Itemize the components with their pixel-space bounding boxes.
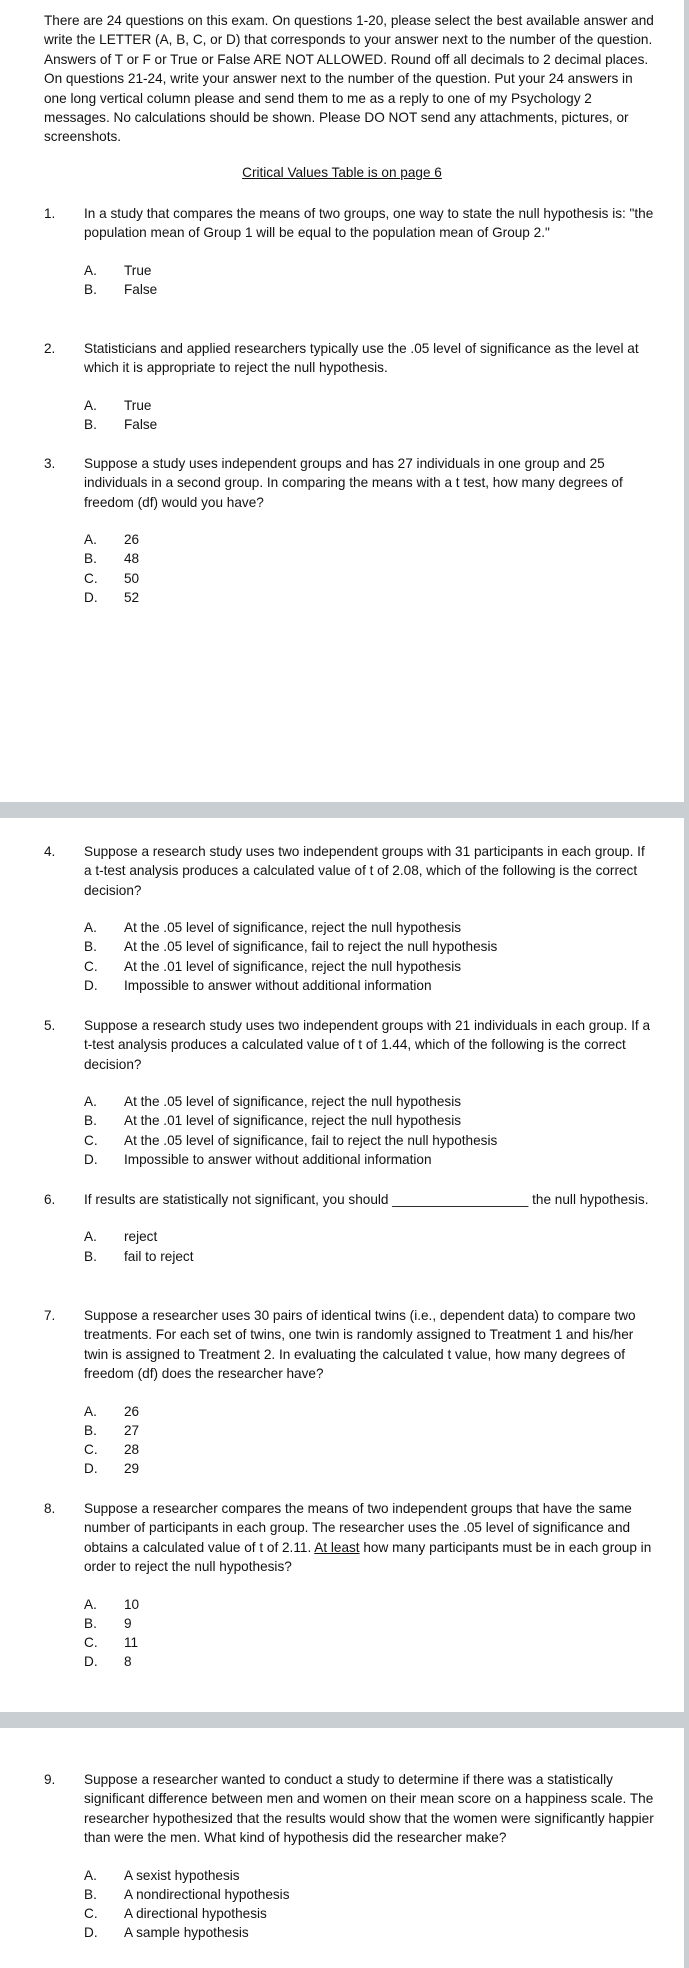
answer-options xyxy=(84,1402,656,1479)
answer-options xyxy=(84,1595,656,1672)
question-5 xyxy=(44,1016,656,1169)
option-letter: A. xyxy=(84,397,97,413)
document-page-2 xyxy=(0,818,684,1712)
question-text-part: how many participants must be in each group in order to reject the null hypothesis? xyxy=(84,1539,652,1575)
answer-option xyxy=(84,569,656,588)
answer-options xyxy=(84,1092,656,1169)
option-text: 28 xyxy=(124,1442,140,1457)
answer-option xyxy=(84,957,656,976)
option-text: 8 xyxy=(124,1654,132,1670)
exam-instructions: There are 24 questions on this exam. On questions 1-20, please select the best available answer and write the LETTER (A, B, C, or D) that corresponds to your answer next to the number of the question. Answers of T or F or True or False ARE NOT ALLOWED. Round off all decimals to 2 decimal places. On questions 21-24, write your answer next to the number of the question. Put your 24 answers in one long vertical column please and send them to me as a reply to one of my Psychology 2 messages. No calculations should be shown. Please DO NOT send any attachments, pictures, or screenshots. xyxy=(44,13,654,145)
option-text: 26 xyxy=(124,532,140,548)
question-text: Suppose a research study uses two independent groups with 21 individuals in each group. If a t-test analysis produces a calculated value of t of 1.44, which of the following is the correct decision? xyxy=(84,1018,651,1072)
option-text: At the .05 level of significance, fail to reject the null hypothesis xyxy=(124,939,498,955)
question-3 xyxy=(44,454,656,607)
answer-option xyxy=(84,1111,656,1130)
question-number: 1. xyxy=(44,206,56,221)
answer-option xyxy=(84,1227,656,1246)
question-number: 6. xyxy=(44,1192,56,1207)
option-text: 9 xyxy=(124,1615,132,1631)
question-number: 8. xyxy=(44,1501,56,1516)
option-text: At the .01 level of significance, reject the null hypothesis xyxy=(124,1113,462,1129)
answer-option xyxy=(84,1885,656,1904)
question-number: 9. xyxy=(44,1772,56,1787)
option-text: A sample hypothesis xyxy=(124,1925,249,1941)
question-number: 4. xyxy=(44,844,56,859)
answer-option xyxy=(84,1440,656,1459)
document-page-1 xyxy=(0,0,684,802)
option-letter: D. xyxy=(84,1151,98,1167)
option-text: 10 xyxy=(124,1596,140,1612)
option-text: 29 xyxy=(124,1461,140,1477)
document-page-3 xyxy=(0,1728,684,1968)
option-letter: C. xyxy=(84,958,98,974)
question-number: 3. xyxy=(44,456,56,471)
question-number: 7. xyxy=(44,1308,56,1323)
option-letter: B. xyxy=(84,1248,97,1264)
question-4 xyxy=(44,842,656,995)
answer-option xyxy=(84,1652,656,1671)
answer-option xyxy=(84,1150,656,1169)
answer-option xyxy=(84,1421,656,1440)
option-letter: D. xyxy=(84,1461,98,1477)
question-9 xyxy=(44,1770,656,1942)
option-text: 26 xyxy=(124,1403,140,1419)
answer-option xyxy=(84,415,656,434)
option-text: At the .05 level of significance, reject the null hypothesis xyxy=(124,1094,462,1110)
answer-option xyxy=(84,280,656,299)
question-text: In a study that compares the means of two groups, one way to state the null hypothesis is: "the population mean of Group 1 will be equal to the population mean of Group 2." xyxy=(84,206,654,241)
option-letter: A. xyxy=(84,532,97,548)
answer-option xyxy=(84,396,656,415)
answer-option xyxy=(84,1923,656,1942)
option-letter: A. xyxy=(84,1094,97,1110)
option-letter: B. xyxy=(84,1113,97,1129)
answer-options xyxy=(84,1227,656,1265)
option-letter: C. xyxy=(84,1442,98,1457)
option-text: A nondirectional hypothesis xyxy=(124,1886,290,1902)
option-text: True xyxy=(124,262,152,278)
question-text: Statisticians and applied researchers typically use the .05 level of significance as the level at which it is appropriate to reject the null hypothesis. xyxy=(84,341,639,376)
option-letter: B. xyxy=(84,282,97,297)
option-letter: B. xyxy=(84,1422,97,1438)
answer-option xyxy=(84,1402,656,1421)
emphasis-underlined: At least xyxy=(314,1539,360,1555)
option-letter: B. xyxy=(84,1615,97,1631)
option-text: 27 xyxy=(124,1422,140,1438)
option-text: fail to reject xyxy=(124,1248,194,1264)
question-text-part: Suppose a researcher compares the means of two independent groups that have the same number of participants in each group. The researcher uses the .05 level of significance and obtains a calculated value of t of 2.11. xyxy=(84,1501,632,1555)
answer-option xyxy=(84,1614,656,1633)
answer-option xyxy=(84,1633,656,1652)
option-letter: A. xyxy=(84,1403,97,1419)
option-letter: D. xyxy=(84,1925,98,1941)
option-letter: B. xyxy=(84,1886,97,1902)
option-letter: A. xyxy=(84,262,97,278)
option-text: 50 xyxy=(124,570,140,586)
option-letter: B. xyxy=(84,417,97,432)
option-text: True xyxy=(124,397,152,413)
answer-option xyxy=(84,1459,656,1478)
question-1 xyxy=(44,204,656,299)
option-letter: B. xyxy=(84,939,97,955)
question-text xyxy=(84,1499,654,1577)
question-6 xyxy=(44,1190,656,1266)
option-letter: A. xyxy=(84,1596,97,1612)
option-text: A directional hypothesis xyxy=(124,1906,267,1921)
answer-option xyxy=(84,530,656,549)
question-text: Suppose a research study uses two independent groups with 31 participants in each group. If a t-test analysis produces a calculated value of t of 2.08, which of the following is the correct decision? xyxy=(84,844,645,898)
option-text: False xyxy=(124,417,158,432)
answer-option xyxy=(84,937,656,956)
answer-options xyxy=(84,530,656,607)
option-text: 48 xyxy=(124,551,140,567)
critical-values-reference: Critical Values Table is on page 6 xyxy=(242,165,442,180)
option-letter: D. xyxy=(84,977,98,993)
question-text: Suppose a researcher uses 30 pairs of identical twins (i.e., dependent data) to compare two treatments. For each set of twins, one twin is randomly assigned to Treatment 1 and his/her twin is assigned to Treatment 2. In evaluating the calculated t value, how many degrees of freedom (df) does the researcher have? xyxy=(84,1308,636,1382)
answer-options xyxy=(84,396,656,434)
answer-option xyxy=(84,261,656,280)
option-text: Impossible to answer without additional information xyxy=(124,1151,432,1167)
question-2 xyxy=(44,339,656,434)
question-text: Suppose a study uses independent groups and has 27 individuals in one group and 25 individuals in a second group. In comparing the means with a t test, how many degrees of freedom (df) would you have? xyxy=(84,456,623,510)
answer-option xyxy=(84,1866,656,1885)
option-letter: D. xyxy=(84,589,98,605)
option-letter: C. xyxy=(84,1635,98,1650)
answer-option xyxy=(84,1092,656,1111)
option-text: At the .05 level of significance, reject the null hypothesis xyxy=(124,920,462,936)
option-letter: A. xyxy=(84,1229,97,1245)
answer-option xyxy=(84,588,656,607)
question-7 xyxy=(44,1306,656,1478)
answer-option xyxy=(84,1904,656,1923)
answer-option xyxy=(84,549,656,568)
option-text: At the .01 level of significance, reject the null hypothesis xyxy=(124,958,462,974)
option-letter: A. xyxy=(84,920,97,936)
option-text: 11 xyxy=(124,1635,139,1650)
answer-options xyxy=(84,261,656,299)
answer-option xyxy=(84,1131,656,1150)
question-text: If results are statistically not significant, you should __________________ the null hypothesis. xyxy=(84,1192,649,1207)
question-8 xyxy=(44,1499,656,1671)
option-letter: B. xyxy=(84,551,97,567)
question-number: 5. xyxy=(44,1018,56,1033)
option-text: False xyxy=(124,282,158,297)
answer-option xyxy=(84,918,656,937)
option-letter: A. xyxy=(84,1867,97,1883)
question-number: 2. xyxy=(44,341,56,356)
option-letter: C. xyxy=(84,570,98,586)
option-text: At the .05 level of significance, fail to reject the null hypothesis xyxy=(124,1132,498,1148)
answer-option xyxy=(84,1247,656,1266)
option-text: 52 xyxy=(124,589,140,605)
option-letter: C. xyxy=(84,1906,98,1921)
option-text: A sexist hypothesis xyxy=(124,1867,240,1883)
question-text: Suppose a researcher wanted to conduct a study to determine if there was a statistically significant difference between men and women on their mean score on a happiness scale. The researcher hypothesized that the results would show that the women were significantly happier than were the men. What kind of hypothesis did the researcher make? xyxy=(84,1772,654,1846)
option-text: Impossible to answer without additional information xyxy=(124,977,432,993)
answer-options xyxy=(84,1866,656,1943)
answer-options xyxy=(84,918,656,995)
option-letter: C. xyxy=(84,1132,98,1148)
option-letter: D. xyxy=(84,1654,98,1670)
answer-option xyxy=(84,1595,656,1614)
answer-option xyxy=(84,976,656,995)
option-text: reject xyxy=(124,1229,158,1245)
